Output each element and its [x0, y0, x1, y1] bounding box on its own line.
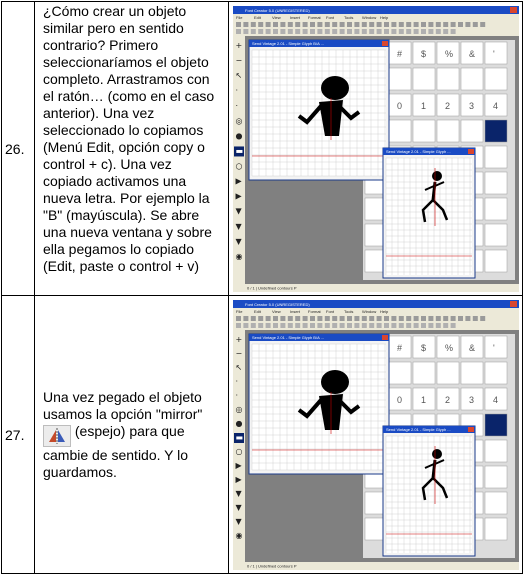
tool-icon: ● — [235, 130, 243, 140]
close-icon — [510, 7, 517, 13]
menu-item: Tools — [344, 308, 354, 314]
toolbar-button-icon — [266, 316, 271, 321]
toolbar-button-icon — [347, 323, 352, 328]
menu-item: File — [236, 308, 243, 314]
glyph-char: 2 — [445, 100, 451, 111]
glyph-char: 4 — [493, 100, 499, 111]
toolbar-button-icon — [251, 323, 256, 328]
window-title: Send Vintage 2.01 - Simple Glyph ... — [386, 148, 451, 154]
glyph-cell — [485, 68, 507, 90]
menu-item: Tools — [344, 14, 354, 20]
toolbar-button-icon — [243, 22, 248, 27]
toolbar-button-icon — [369, 22, 374, 27]
close-icon — [468, 149, 474, 154]
toolbar-button-icon — [310, 22, 315, 27]
toolbar-button-icon — [332, 22, 337, 27]
toolbar-button-icon — [280, 22, 285, 27]
glyph-char: & — [469, 342, 476, 353]
glyph-char: 3 — [469, 394, 475, 405]
glyph-char: 2 — [445, 394, 451, 405]
step-text-before-icon: Una vez pegado el objeto usamos la opción "mirror" — [43, 388, 203, 422]
app-title: Font Creator 5.0 (UNREGISTERED) — [245, 301, 310, 307]
tool-icon: ◉ — [235, 251, 243, 261]
tool-icon: · — [235, 85, 239, 95]
toolbar-button-icon — [451, 22, 456, 27]
tool-icon: · — [235, 100, 239, 110]
toolbar-button-icon — [436, 29, 441, 34]
toolbar-button-icon — [354, 323, 359, 328]
toolbar-button-icon — [443, 22, 448, 27]
menu-item: File — [236, 14, 243, 20]
toolbar-button-icon — [473, 22, 478, 27]
menu-item: Format — [308, 308, 321, 314]
toolbar-button-icon — [421, 29, 426, 34]
tool-icon: ▼ — [235, 206, 242, 216]
toolbar-button-icon — [258, 323, 263, 328]
menu-item: View — [272, 308, 281, 314]
menu-item: Insert — [290, 308, 301, 314]
toolbar-button-icon — [458, 22, 463, 27]
toolbar-button-icon — [451, 29, 456, 34]
close-icon — [510, 301, 517, 307]
window-title: Send Vintage 2.01 - Simple Glyph B/A ... — [252, 40, 324, 46]
tool-icon: + — [235, 40, 243, 50]
toolbar-button-icon — [236, 22, 241, 27]
toolbar-button-icon — [325, 316, 330, 321]
toolbar-button-icon — [325, 29, 330, 34]
menu-item: Window — [362, 14, 377, 20]
status-text: 0 / 1 | Undefined contours P — [247, 563, 297, 568]
glyph-char: # — [397, 342, 403, 353]
glyph-char: ' — [493, 342, 495, 353]
tool-icon: ● — [235, 418, 243, 428]
toolbar-button-icon — [243, 29, 248, 34]
toolbar-button-icon — [295, 316, 300, 321]
toolbar-button-icon — [399, 22, 404, 27]
toolbar-button-icon — [280, 29, 285, 34]
step-row-27 — [2, 296, 523, 574]
back-editor-window — [249, 40, 389, 180]
toolbar-button-icon — [288, 323, 293, 328]
toolbar-button-icon — [310, 29, 315, 34]
menu-item: Format — [308, 14, 321, 20]
toolbar-button-icon — [428, 29, 433, 34]
glyph-cell — [485, 172, 507, 194]
toolbar-button-icon — [340, 29, 345, 34]
step-description: ¿Cómo crear un objeto similar pero en sentido contrario? Primero seleccionaríamos el objeto completo. Arrastramos con el ratón… (como en el caso anterior). Una vez seleccionado lo copiamos (Menú Edit, opción copy o control + c). Una vez copiado activamos una nueva letra. Por ejemplo la "B" (mayúscula). Se abre una nueva ventana y sobre ella pegamos lo copiado (Edit, paste o control + v) — [35, 2, 229, 296]
toolbar-button-icon — [436, 316, 441, 321]
tool-icon: − — [235, 348, 243, 358]
toolbar-button-icon — [310, 316, 315, 321]
glyph-cell — [485, 362, 507, 384]
glyph-char: % — [445, 342, 454, 353]
toolbar-button-icon — [421, 323, 426, 328]
glyph-cell — [485, 120, 507, 142]
toolbar-button-icon — [369, 29, 374, 34]
glyph-cell — [485, 518, 507, 540]
glyph-cell — [485, 42, 507, 64]
window-title: Send Vintage 2.01 - Simple Glyph B/A ... — [252, 334, 324, 340]
window-title: Send Vintage 2.01 - Simple Glyph ... — [386, 426, 451, 432]
toolbar-button-icon — [362, 316, 367, 321]
toolbar-button-icon — [317, 29, 322, 34]
glyph-cell — [389, 362, 411, 384]
toolbar-button-icon — [303, 316, 308, 321]
toolbar-button-icon — [303, 22, 308, 27]
toolbar-button-icon — [273, 22, 278, 27]
toolbar-button-icon — [251, 22, 256, 27]
toolbar-button-icon — [273, 29, 278, 34]
toolbar-button-icon — [243, 316, 248, 321]
toolbar-button-icon — [436, 22, 441, 27]
front-editor-window — [383, 148, 475, 278]
glyph-cell — [437, 362, 459, 384]
toolbar-button-icon — [443, 29, 448, 34]
toolbar-button-icon — [258, 316, 263, 321]
toolbar-button-icon — [377, 323, 382, 328]
tool-icon: ◉ — [235, 530, 243, 540]
glyph-cell — [485, 440, 507, 462]
glyph-cell — [485, 224, 507, 246]
glyph-char: 0 — [397, 394, 403, 405]
toolbar-button-icon — [406, 323, 411, 328]
figure-head — [432, 171, 442, 181]
tool-icon: ▶ — [235, 474, 242, 484]
toolbar-button-icon — [317, 323, 322, 328]
glyph-char: % — [445, 48, 454, 59]
tool-icon: ○ — [235, 161, 243, 171]
glyph-char: 4 — [493, 394, 499, 405]
toolbar-button-icon — [340, 22, 345, 27]
toolbar-button-icon — [377, 29, 382, 34]
tool-icon: ▼ — [235, 236, 242, 246]
glyph-char: 0 — [397, 100, 403, 111]
toolbar-button-icon — [406, 316, 411, 321]
toolbar-button-icon — [362, 29, 367, 34]
toolbar-button-icon — [303, 29, 308, 34]
close-icon — [382, 41, 388, 46]
step-row-26 — [2, 2, 523, 296]
front-editor-window — [383, 426, 475, 556]
tool-icon: ↖ — [235, 70, 243, 80]
toolbar-button-icon — [414, 29, 419, 34]
toolbar-button-icon — [243, 323, 248, 328]
toolbar-button-icon — [288, 29, 293, 34]
glyph-char: $ — [421, 48, 427, 59]
toolbar-button-icon — [266, 29, 271, 34]
back-editor-window — [249, 334, 389, 474]
toolbar-button-icon — [406, 22, 411, 27]
menu-item: Font — [326, 14, 335, 20]
toolbar-button-icon — [325, 22, 330, 27]
screenshot-cell — [229, 296, 523, 574]
toolbar-button-icon — [451, 323, 456, 328]
glyph-cell — [485, 336, 507, 358]
glyph-cell — [485, 492, 507, 514]
glyph-cell — [461, 362, 483, 384]
glyph-char: & — [469, 48, 476, 59]
toolbar-button-icon — [288, 22, 293, 27]
toolbar-button-icon — [428, 316, 433, 321]
toolbar-button-icon — [310, 323, 315, 328]
menu-item: Help — [380, 14, 389, 20]
toolbar-button-icon — [288, 316, 293, 321]
mirror-icon — [43, 425, 71, 447]
tool-icon: ▬ — [235, 145, 244, 155]
glyph-char: 3 — [469, 100, 475, 111]
toolbar-button-icon — [354, 316, 359, 321]
toolbar-button-icon — [325, 323, 330, 328]
toolbar-button-icon — [340, 323, 345, 328]
toolbar-button-icon — [317, 316, 322, 321]
toolbar-button-icon — [362, 22, 367, 27]
toolbar-button-icon — [362, 323, 367, 328]
toolbar-button-icon — [273, 316, 278, 321]
glyph-cell — [413, 120, 435, 142]
menu-item: Edit — [254, 308, 261, 314]
toolbar-button-icon — [317, 22, 322, 27]
glyph-cell — [389, 68, 411, 90]
toolbar-button-icon — [258, 22, 263, 27]
toolbar-button-icon — [384, 22, 389, 27]
instructions-table — [1, 1, 523, 574]
toolbar-button-icon — [251, 316, 256, 321]
toolbar-button-icon — [406, 29, 411, 34]
toolbar-button-icon — [391, 29, 396, 34]
toolbar-button-icon — [340, 316, 345, 321]
toolbar-button-icon — [421, 22, 426, 27]
menu-item: View — [272, 14, 281, 20]
toolbar-button-icon — [421, 316, 426, 321]
toolbar-button-icon — [236, 323, 241, 328]
toolbar-button-icon — [465, 316, 470, 321]
toolbar-button-icon — [332, 316, 337, 321]
close-icon — [382, 335, 388, 340]
glyph-cell — [461, 68, 483, 90]
glyph-cell — [389, 120, 411, 142]
toolbar-button-icon — [369, 323, 374, 328]
toolbar-button-icon — [443, 323, 448, 328]
toolbar-button-icon — [236, 316, 241, 321]
step-number: 27. — [2, 296, 35, 574]
glyph-char: 1 — [421, 100, 427, 111]
toolbar-button-icon — [295, 323, 300, 328]
toolbar-button-icon — [399, 316, 404, 321]
tool-icon: · — [235, 390, 239, 400]
glyph-cell — [485, 466, 507, 488]
toolbar-button-icon — [414, 316, 419, 321]
toolbar-button-icon — [443, 316, 448, 321]
glyph-cell — [461, 120, 483, 142]
step-description — [35, 296, 229, 574]
app-title: Font Creator 5.0 (UNREGISTERED) — [245, 7, 310, 13]
toolbar-button-icon — [414, 22, 419, 27]
toolbar-button-icon — [428, 22, 433, 27]
menu-item: Insert — [290, 14, 301, 20]
toolbar-button-icon — [384, 323, 389, 328]
toolbar-button-icon — [332, 29, 337, 34]
toolbar-button-icon — [354, 22, 359, 27]
tool-icon: ▶ — [235, 176, 242, 186]
tool-icon: ↖ — [235, 362, 243, 372]
step-number: 26. — [2, 2, 35, 296]
status-text: 0 / 1 | Undefined contours P — [247, 285, 297, 290]
toolbar-button-icon — [377, 22, 382, 27]
glyph-cell — [413, 362, 435, 384]
glyph-cell — [413, 68, 435, 90]
tool-icon: ▼ — [235, 516, 242, 526]
tool-icon: ○ — [235, 446, 243, 456]
tool-icon: ▼ — [235, 221, 242, 231]
tool-icon: ▬ — [235, 432, 244, 442]
menu-item: Edit — [254, 14, 261, 20]
toolbar-button-icon — [369, 316, 374, 321]
toolbar-button-icon — [465, 22, 470, 27]
tool-icon: · — [235, 376, 239, 386]
toolbar-button-icon — [236, 29, 241, 34]
menu-item: Help — [380, 308, 389, 314]
glyph-char: # — [397, 48, 403, 59]
glyph-cell — [485, 250, 507, 272]
toolbar-button-icon — [458, 316, 463, 321]
toolbar-button-icon — [347, 29, 352, 34]
toolbar-button-icon — [391, 316, 396, 321]
glyph-char: $ — [421, 342, 427, 353]
toolbar-button-icon — [414, 323, 419, 328]
toolbar-button-icon — [384, 316, 389, 321]
glyph-canvas — [386, 158, 472, 275]
tool-icon: ▶ — [235, 191, 242, 201]
toolbar-button-icon — [354, 29, 359, 34]
figure-head — [321, 76, 349, 100]
toolbar-button-icon — [473, 316, 478, 321]
tool-icon: − — [235, 55, 243, 65]
figure-head — [321, 370, 349, 394]
tool-icon: ◎ — [235, 115, 243, 125]
toolbar-button-icon — [399, 29, 404, 34]
close-icon — [468, 427, 474, 432]
toolbar-button-icon — [251, 29, 256, 34]
tool-icon: + — [235, 334, 243, 344]
glyph-cell — [485, 198, 507, 220]
menu-item: Font — [326, 308, 335, 314]
font-creator-screenshot — [233, 6, 519, 292]
toolbar-button-icon — [428, 323, 433, 328]
screenshot-cell — [229, 2, 523, 296]
figure-head — [432, 449, 442, 459]
toolbar-button-icon — [266, 22, 271, 27]
toolbar-button-icon — [451, 316, 456, 321]
tool-icon: ▶ — [235, 460, 242, 470]
toolbar-button-icon — [347, 316, 352, 321]
glyph-cell — [485, 146, 507, 168]
toolbar-button-icon — [377, 316, 382, 321]
glyph-cell — [485, 414, 507, 436]
font-creator-screenshot — [233, 300, 519, 570]
toolbar-button-icon — [258, 29, 263, 34]
tool-icon: ◎ — [235, 404, 243, 414]
toolbar-button-icon — [332, 323, 337, 328]
toolbar-button-icon — [303, 323, 308, 328]
toolbar-button-icon — [436, 323, 441, 328]
toolbar-button-icon — [266, 323, 271, 328]
toolbar-button-icon — [391, 22, 396, 27]
glyph-canvas — [386, 436, 472, 553]
menu-item: Window — [362, 308, 377, 314]
tool-icon: ▼ — [235, 502, 242, 512]
step-text-after-icon: (espejo) para que cambie de sentido. Y lo guardamos. — [43, 422, 189, 480]
toolbar-button-icon — [280, 323, 285, 328]
toolbar-button-icon — [384, 29, 389, 34]
glyph-char: 1 — [421, 394, 427, 405]
toolbar-button-icon — [480, 316, 485, 321]
toolbar-button-icon — [295, 22, 300, 27]
toolbar-button-icon — [480, 22, 485, 27]
glyph-cell — [437, 68, 459, 90]
glyph-cell — [437, 120, 459, 142]
tool-icon: ▼ — [235, 488, 242, 498]
toolbar-button-icon — [347, 22, 352, 27]
toolbar-button-icon — [273, 323, 278, 328]
toolbar-button-icon — [295, 29, 300, 34]
toolbar-button-icon — [399, 323, 404, 328]
glyph-char: ' — [493, 48, 495, 59]
toolbar-button-icon — [391, 323, 396, 328]
toolbar-button-icon — [280, 316, 285, 321]
